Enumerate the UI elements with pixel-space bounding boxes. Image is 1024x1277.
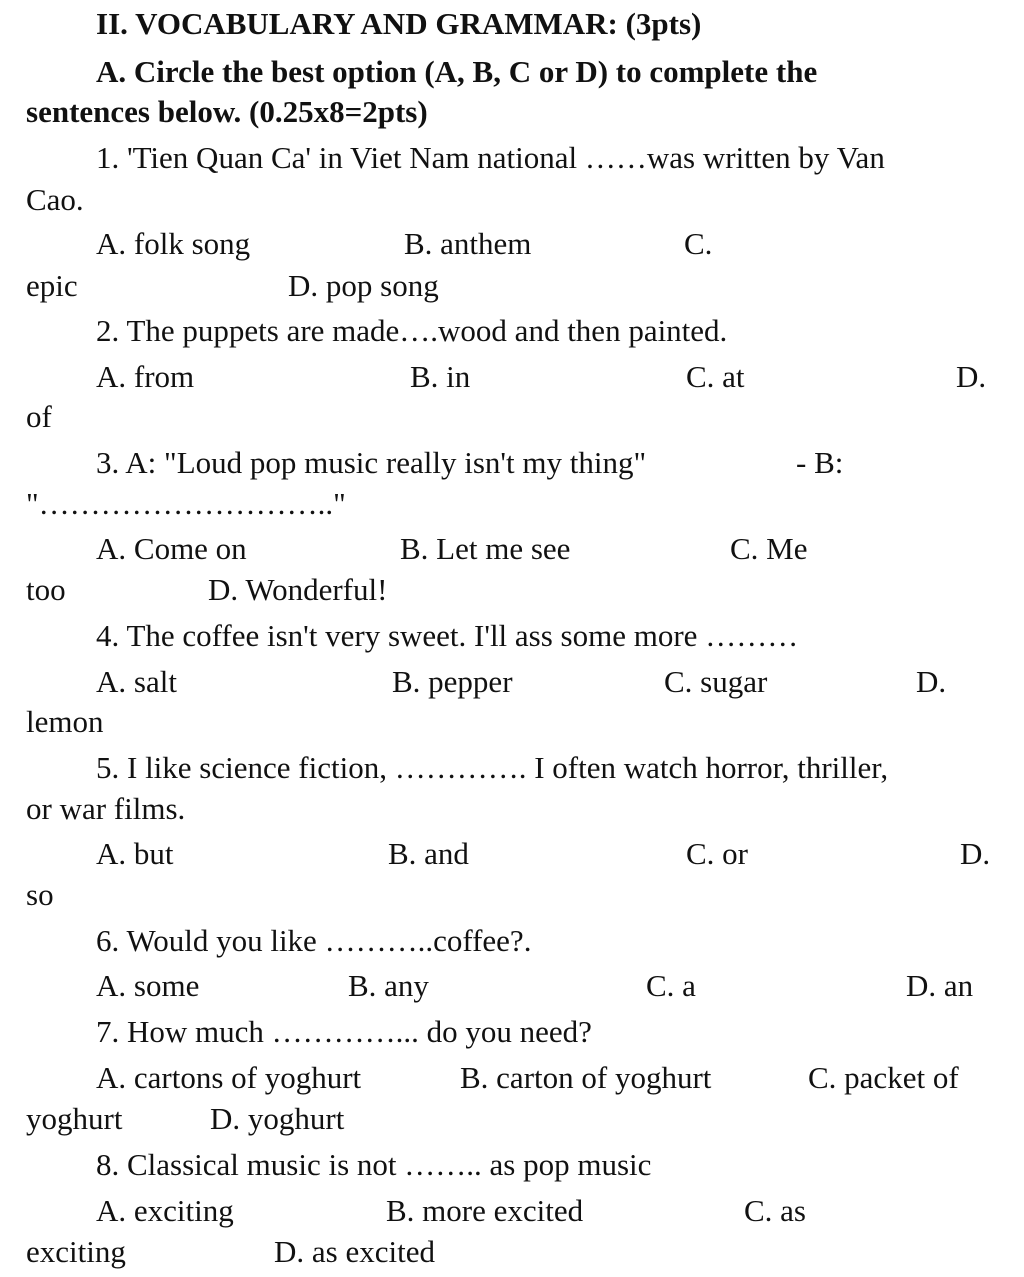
question-6-option-a[interactable]: A. some bbox=[96, 968, 200, 1003]
question-7-option-b[interactable]: B. carton of yoghurt bbox=[460, 1060, 712, 1095]
question-4-option-c[interactable]: C. sugar bbox=[664, 664, 768, 699]
part-a-instruction-continued: sentences below. (0.25x8=2pts) bbox=[26, 94, 428, 129]
question-3-option-c[interactable]: C. Me bbox=[730, 531, 808, 566]
question-1-option-c-text[interactable]: epic bbox=[26, 268, 78, 303]
question-8-option-a[interactable]: A. exciting bbox=[96, 1193, 234, 1228]
question-7-option-c[interactable]: C. packet of bbox=[808, 1060, 959, 1095]
question-1-stem-continued: Cao. bbox=[26, 182, 84, 217]
question-5-stem-continued: or war films. bbox=[26, 791, 186, 826]
question-1-option-c[interactable]: C. bbox=[684, 226, 713, 261]
question-5-option-d[interactable]: D. bbox=[960, 836, 991, 871]
question-4-option-b[interactable]: B. pepper bbox=[392, 664, 513, 699]
question-7-stem: 7. How much …………... do you need? bbox=[96, 1014, 592, 1049]
question-8-option-c[interactable]: C. as bbox=[744, 1193, 806, 1228]
section-title: II. VOCABULARY AND GRAMMAR: (3pts) bbox=[96, 6, 702, 41]
question-8-option-c-text[interactable]: exciting bbox=[26, 1234, 126, 1269]
question-8-option-b[interactable]: B. more excited bbox=[386, 1193, 584, 1228]
question-4-stem: 4. The coffee isn't very sweet. I'll ass some more ……… bbox=[96, 618, 799, 653]
question-6-option-b[interactable]: B. any bbox=[348, 968, 429, 1003]
question-7-option-d[interactable]: D. yoghurt bbox=[210, 1101, 345, 1136]
question-1-stem: 1. 'Tien Quan Ca' in Viet Nam national ……was written by Van bbox=[96, 140, 885, 175]
question-6-option-c[interactable]: C. a bbox=[646, 968, 696, 1003]
question-7-option-c-text[interactable]: yoghurt bbox=[26, 1101, 123, 1136]
question-7-option-a[interactable]: A. cartons of yoghurt bbox=[96, 1060, 362, 1095]
question-6-stem: 6. Would you like ………..coffee?. bbox=[96, 923, 532, 958]
question-3-stem: 3. A: "Loud pop music really isn't my thing" bbox=[96, 445, 647, 480]
question-4-option-a[interactable]: A. salt bbox=[96, 664, 177, 699]
question-2-option-a[interactable]: A. from bbox=[96, 359, 195, 394]
question-6-option-d[interactable]: D. an bbox=[906, 968, 974, 1003]
question-3-stem-speaker-b: - B: bbox=[796, 445, 844, 480]
question-3-option-a[interactable]: A. Come on bbox=[96, 531, 247, 566]
question-2-stem: 2. The puppets are made….wood and then painted. bbox=[96, 313, 728, 348]
question-2-option-d-text[interactable]: of bbox=[26, 399, 52, 434]
question-2-option-d[interactable]: D. bbox=[956, 359, 987, 394]
question-5-stem: 5. I like science fiction, …………. I often watch horror, thriller, bbox=[96, 750, 889, 785]
question-8-stem: 8. Classical music is not …….. as pop music bbox=[96, 1147, 652, 1182]
question-4-option-d[interactable]: D. bbox=[916, 664, 947, 699]
question-1-option-d[interactable]: D. pop song bbox=[288, 268, 439, 303]
part-a-instruction: A. Circle the best option (A, B, C or D) to complete the bbox=[96, 54, 818, 89]
question-5-option-c[interactable]: C. or bbox=[686, 836, 748, 871]
question-3-option-c-text[interactable]: too bbox=[26, 572, 66, 607]
question-3-answer-blank: "……………………….." bbox=[26, 486, 346, 521]
question-3-option-b[interactable]: B. Let me see bbox=[400, 531, 571, 566]
question-1-option-b[interactable]: B. anthem bbox=[404, 226, 532, 261]
question-2-option-c[interactable]: C. at bbox=[686, 359, 745, 394]
question-5-option-d-text[interactable]: so bbox=[26, 877, 54, 912]
question-1-option-a[interactable]: A. folk song bbox=[96, 226, 251, 261]
question-8-option-d[interactable]: D. as excited bbox=[274, 1234, 435, 1269]
question-4-option-d-text[interactable]: lemon bbox=[26, 704, 104, 739]
question-3-option-d[interactable]: D. Wonderful! bbox=[208, 572, 388, 607]
question-5-option-b[interactable]: B. and bbox=[388, 836, 469, 871]
question-5-option-a[interactable]: A. but bbox=[96, 836, 174, 871]
question-2-option-b[interactable]: B. in bbox=[410, 359, 471, 394]
